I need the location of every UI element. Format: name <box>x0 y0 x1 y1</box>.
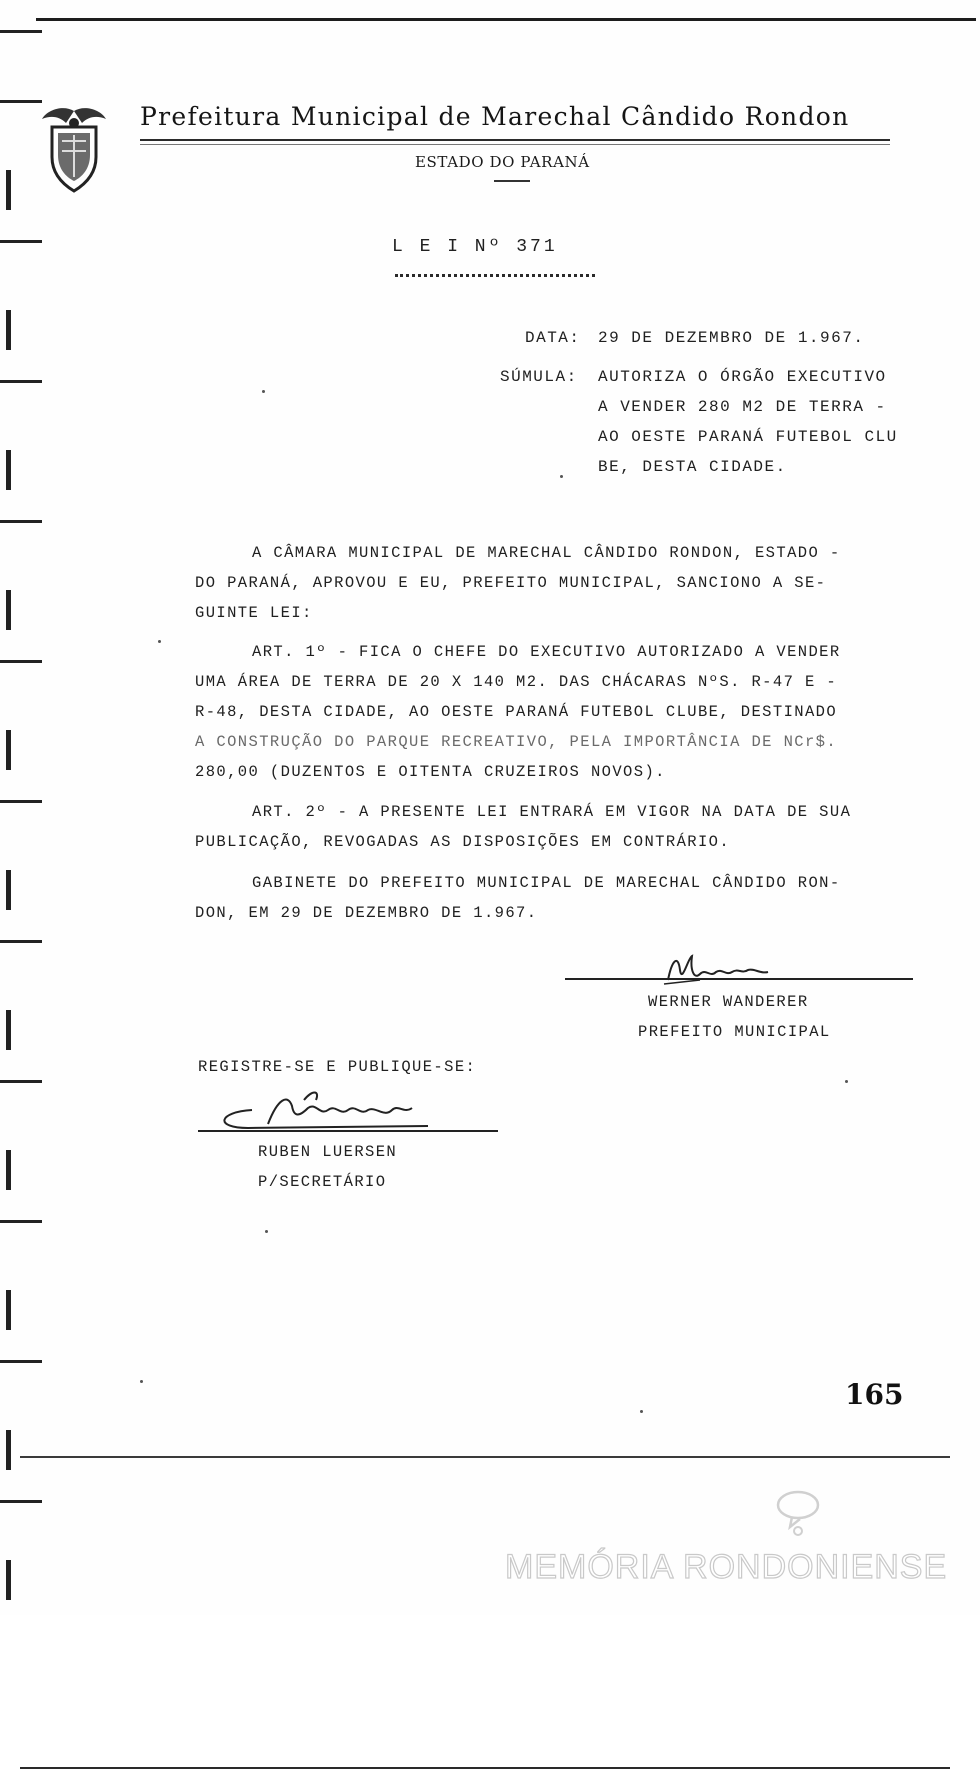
mayor-signature-line <box>565 978 913 980</box>
gabinete-line: DON, EM 29 DE DEZEMBRO DE 1.967. <box>195 904 538 922</box>
secretary-name: RUBEN LUERSEN <box>258 1143 398 1161</box>
intro-line: GUINTE LEI: <box>195 604 313 622</box>
sumula-line: AO OESTE PARANÁ FUTEBOL CLU <box>598 428 898 446</box>
date-label: DATA: <box>525 329 581 347</box>
municipality-title: Prefeitura Municipal de Marechal Cândido Rondon <box>140 102 850 131</box>
mayor-title: PREFEITO MUNICIPAL <box>638 1023 831 1041</box>
sumula-line: AUTORIZA O ÓRGÃO EXECUTIVO <box>598 368 887 386</box>
sumula-line: BE, DESTA CIDADE. <box>598 458 787 476</box>
header-rule <box>140 139 890 141</box>
sumula-line: A VENDER 280 M2 DE TERRA - <box>598 398 887 416</box>
mayor-handwritten-signature <box>660 950 780 988</box>
mayor-name: WERNER WANDERER <box>648 993 809 1011</box>
article-1-line: UMA ÁREA DE TERRA DE 20 X 140 M2. DAS CHÁCARAS NºS. R-47 E - <box>195 673 838 691</box>
watermark-logo-icon <box>772 1487 824 1539</box>
intro-line: A CÂMARA MUNICIPAL DE MARECHAL CÂNDIDO RONDON, ESTADO - <box>252 544 841 562</box>
header-rule-thin <box>140 144 890 145</box>
top-border-line <box>36 18 976 21</box>
article-1-line: R-48, DESTA CIDADE, AO OESTE PARANÁ FUTEBOL CLUBE, DESTINADO <box>195 703 838 721</box>
article-1-line: A CONSTRUÇÃO DO PARQUE RECREATIVO, PELA IMPORTÂNCIA DE NCr$. <box>195 733 838 751</box>
law-underline <box>395 274 595 277</box>
law-number: L E I Nº 371 <box>392 237 558 257</box>
secretary-signature-line <box>198 1130 498 1132</box>
article-2-line: ART. 2º - A PRESENTE LEI ENTRARÁ EM VIGOR NA DATA DE SUA <box>252 803 852 821</box>
binder-edge <box>0 20 42 1615</box>
page-number: 165 <box>845 1378 904 1411</box>
state-name: ESTADO DO PARANÁ <box>415 153 590 171</box>
gabinete-line: GABINETE DO PREFEITO MUNICIPAL DE MARECHAL CÂNDIDO RON- <box>252 874 841 892</box>
register-publish-note: REGISTRE-SE E PUBLIQUE-SE: <box>198 1058 477 1076</box>
secretary-handwritten-signature <box>208 1088 458 1134</box>
article-2-line: PUBLICAÇÃO, REVOGADAS AS DISPOSIÇÕES EM CONTRÁRIO. <box>195 833 731 851</box>
bottom-border-line <box>20 1456 950 1458</box>
coat-of-arms-emblem <box>38 105 110 197</box>
state-underline <box>494 180 530 182</box>
intro-line: DO PARANÁ, APROVOU E EU, PREFEITO MUNICIPAL, SANCIONO A SE- <box>195 574 827 592</box>
article-1-line: ART. 1º - FICA O CHEFE DO EXECUTIVO AUTORIZADO A VENDER <box>252 643 841 661</box>
date-value: 29 DE DEZEMBRO DE 1.967. <box>598 329 865 347</box>
sumula-label: SÚMULA: <box>500 368 578 386</box>
article-1-line: 280,00 (DUZENTOS E OITENTA CRUZEIROS NOVOS). <box>195 763 666 781</box>
watermark-text: MEMÓRIA RONDONIENSE <box>505 1548 948 1586</box>
secretary-title: P/SECRETÁRIO <box>258 1173 387 1191</box>
